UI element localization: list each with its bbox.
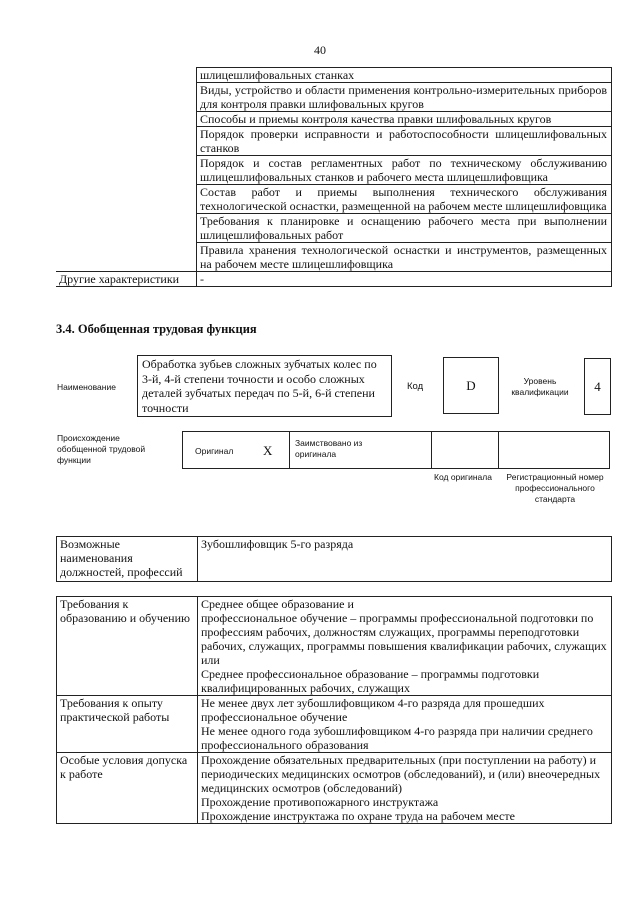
code-original-caption: Код оригинала: [434, 472, 492, 482]
divider: [289, 432, 290, 468]
page-number: 40: [314, 43, 326, 57]
table-row: [57, 696, 612, 753]
table-cell: Правила хранения технологической оснастки и инструментов, размещенных на рабочем месте шлицешлифовщика: [197, 243, 612, 272]
requirement-value: [198, 753, 612, 824]
table-cell: Порядок и состав регламентных работ по техническому обслуживанию шлицешлифовальных станков и рабочего места шлицешлифовщика: [197, 156, 612, 185]
divider: [431, 432, 432, 468]
other-label: Другие характеристики: [56, 272, 197, 287]
requirement-line: Среднее профессиональное образование – программы подготовки квалифицированных рабочих, служащих: [201, 667, 540, 695]
section-title: 3.4. Обобщенная трудовая функция: [56, 322, 257, 336]
requirement-line: Прохождение противопожарного инструктажа: [201, 795, 439, 809]
positions-label: Возможные наименования должностей, профессий: [57, 537, 198, 582]
requirement-label: Требования к опыту практической работы: [57, 696, 198, 753]
level-value: 4: [584, 358, 611, 415]
reg-number-caption: Регистрационный номер профессионального стандарта: [506, 472, 604, 504]
original-mark: X: [263, 443, 273, 458]
requirements-table: [56, 596, 612, 824]
table-cell: шлицешлифовальных станках: [197, 68, 612, 83]
table-row: [56, 272, 612, 287]
table-cell: Требования к планировке и оснащению рабочего места при выполнении шлицешлифовальных работ: [197, 214, 612, 243]
requirement-line: Прохождение инструктажа по охране труда на рабочем месте: [201, 809, 515, 823]
original-label: Оригинал: [195, 446, 234, 456]
requirement-line: Не менее одного года зубошлифовщиком 4-го разряда при наличии среднего профессионального образования: [201, 724, 593, 752]
requirement-value: [198, 597, 612, 696]
table-cell: Виды, устройство и области применения контрольно-измерительных приборов для контроля правки шлифовальных кругов: [197, 83, 612, 112]
borrowed-label: Заимствовано из оригинала: [295, 438, 363, 459]
other-value: -: [197, 272, 612, 287]
requirement-line: Прохождение обязательных предварительных (при поступлении на работу) и периодических медицинских осмотров (обследований), и (или) внеочередных медицинских осмотров (обследований): [201, 753, 601, 795]
requirement-label: Требования к образованию и обучению: [57, 597, 198, 696]
table-cell: Порядок проверки исправности и работоспособности шлицешлифовальных станков: [197, 127, 612, 156]
positions-table: [56, 536, 612, 582]
code-value: D: [443, 357, 499, 414]
requirement-line: профессиональное обучение – программы профессиональной подготовки по профессиям рабочих, должностям служащих, программы переподготовки рабочих, служащих, программы повышения квалификации рабочих, служащих: [201, 611, 607, 653]
code-label: Код: [407, 381, 424, 392]
origin-label: Происхождение обобщенной трудовой функции: [57, 433, 146, 465]
level-label: Уровень квалификации: [511, 376, 569, 397]
knowledge-table: [56, 67, 612, 287]
requirement-label: Особые условия допуска к работе: [57, 753, 198, 824]
table-row: [57, 753, 612, 824]
table-row: [57, 597, 612, 696]
table-row: [57, 537, 612, 582]
name-label: Наименование: [57, 382, 116, 392]
table-cell: Способы и приемы контроля качества правки шлифовальных кругов: [197, 112, 612, 127]
positions-value: Зубошлифовщик 5-го разряда: [198, 537, 612, 582]
function-name: Обработка зубьев сложных зубчатых колес по 3-й, 4-й степени точности и особо сложных деталей зубчатых передач по 5-й, 6-й степени точности: [137, 355, 392, 417]
requirement-line: Не менее двух лет зубошлифовщиком 4-го разряда для прошедших профессиональное обучение: [201, 696, 545, 724]
table-row: [56, 68, 612, 83]
table-cell: Состав работ и приемы выполнения технического обслуживания технологической оснастки, размещенной на рабочем месте шлицешлифовщика: [197, 185, 612, 214]
origin-row: [182, 431, 610, 469]
divider: [498, 432, 499, 468]
requirement-line: Среднее общее образование и: [201, 597, 354, 611]
requirement-value: [198, 696, 612, 753]
requirement-line: или: [201, 653, 220, 667]
